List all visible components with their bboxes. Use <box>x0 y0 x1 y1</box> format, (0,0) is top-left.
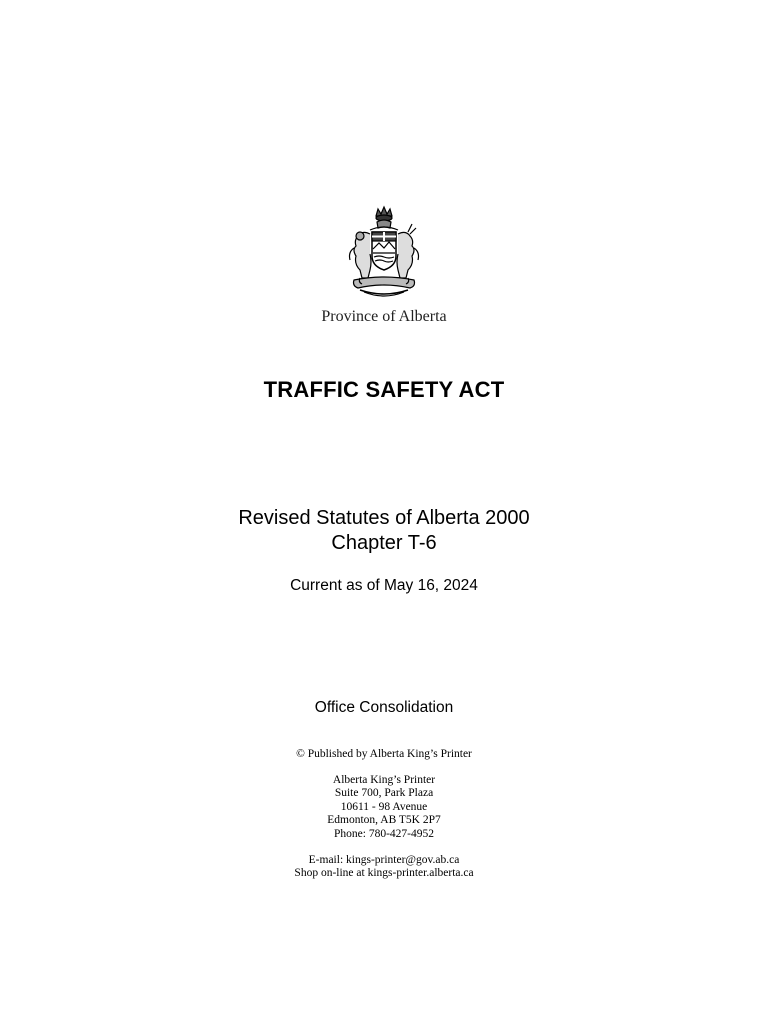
address-line: Suite 700, Park Plaza <box>334 787 434 800</box>
address-line: Alberta King’s Printer <box>332 774 436 786</box>
statute-block <box>0 506 768 556</box>
current-date: Current as of May 16, 2024 <box>290 577 478 594</box>
chapter-line: Chapter T-6 <box>331 532 437 554</box>
contact-info <box>0 854 768 881</box>
publisher-line: © Published by Alberta King’s Printer <box>296 748 472 760</box>
act-title: TRAFFIC SAFETY ACT <box>263 377 505 402</box>
shop-line: Shop on-line at kings-printer.alberta.ca <box>294 867 474 880</box>
address-line: Phone: 780-427-4952 <box>334 827 434 840</box>
consolidation-label: Office Consolidation <box>314 699 454 716</box>
province-name: Province of Alberta <box>321 308 447 325</box>
coat-of-arms-icon <box>334 204 434 304</box>
address-line: 10611 - 98 Avenue <box>340 800 428 813</box>
email-line: E-mail: kings-printer@gov.ab.ca <box>308 854 460 866</box>
publisher-address <box>0 774 768 841</box>
address-line: Edmonton, AB T5K 2P7 <box>327 814 441 827</box>
statute-line: Revised Statutes of Alberta 2000 <box>238 507 530 529</box>
